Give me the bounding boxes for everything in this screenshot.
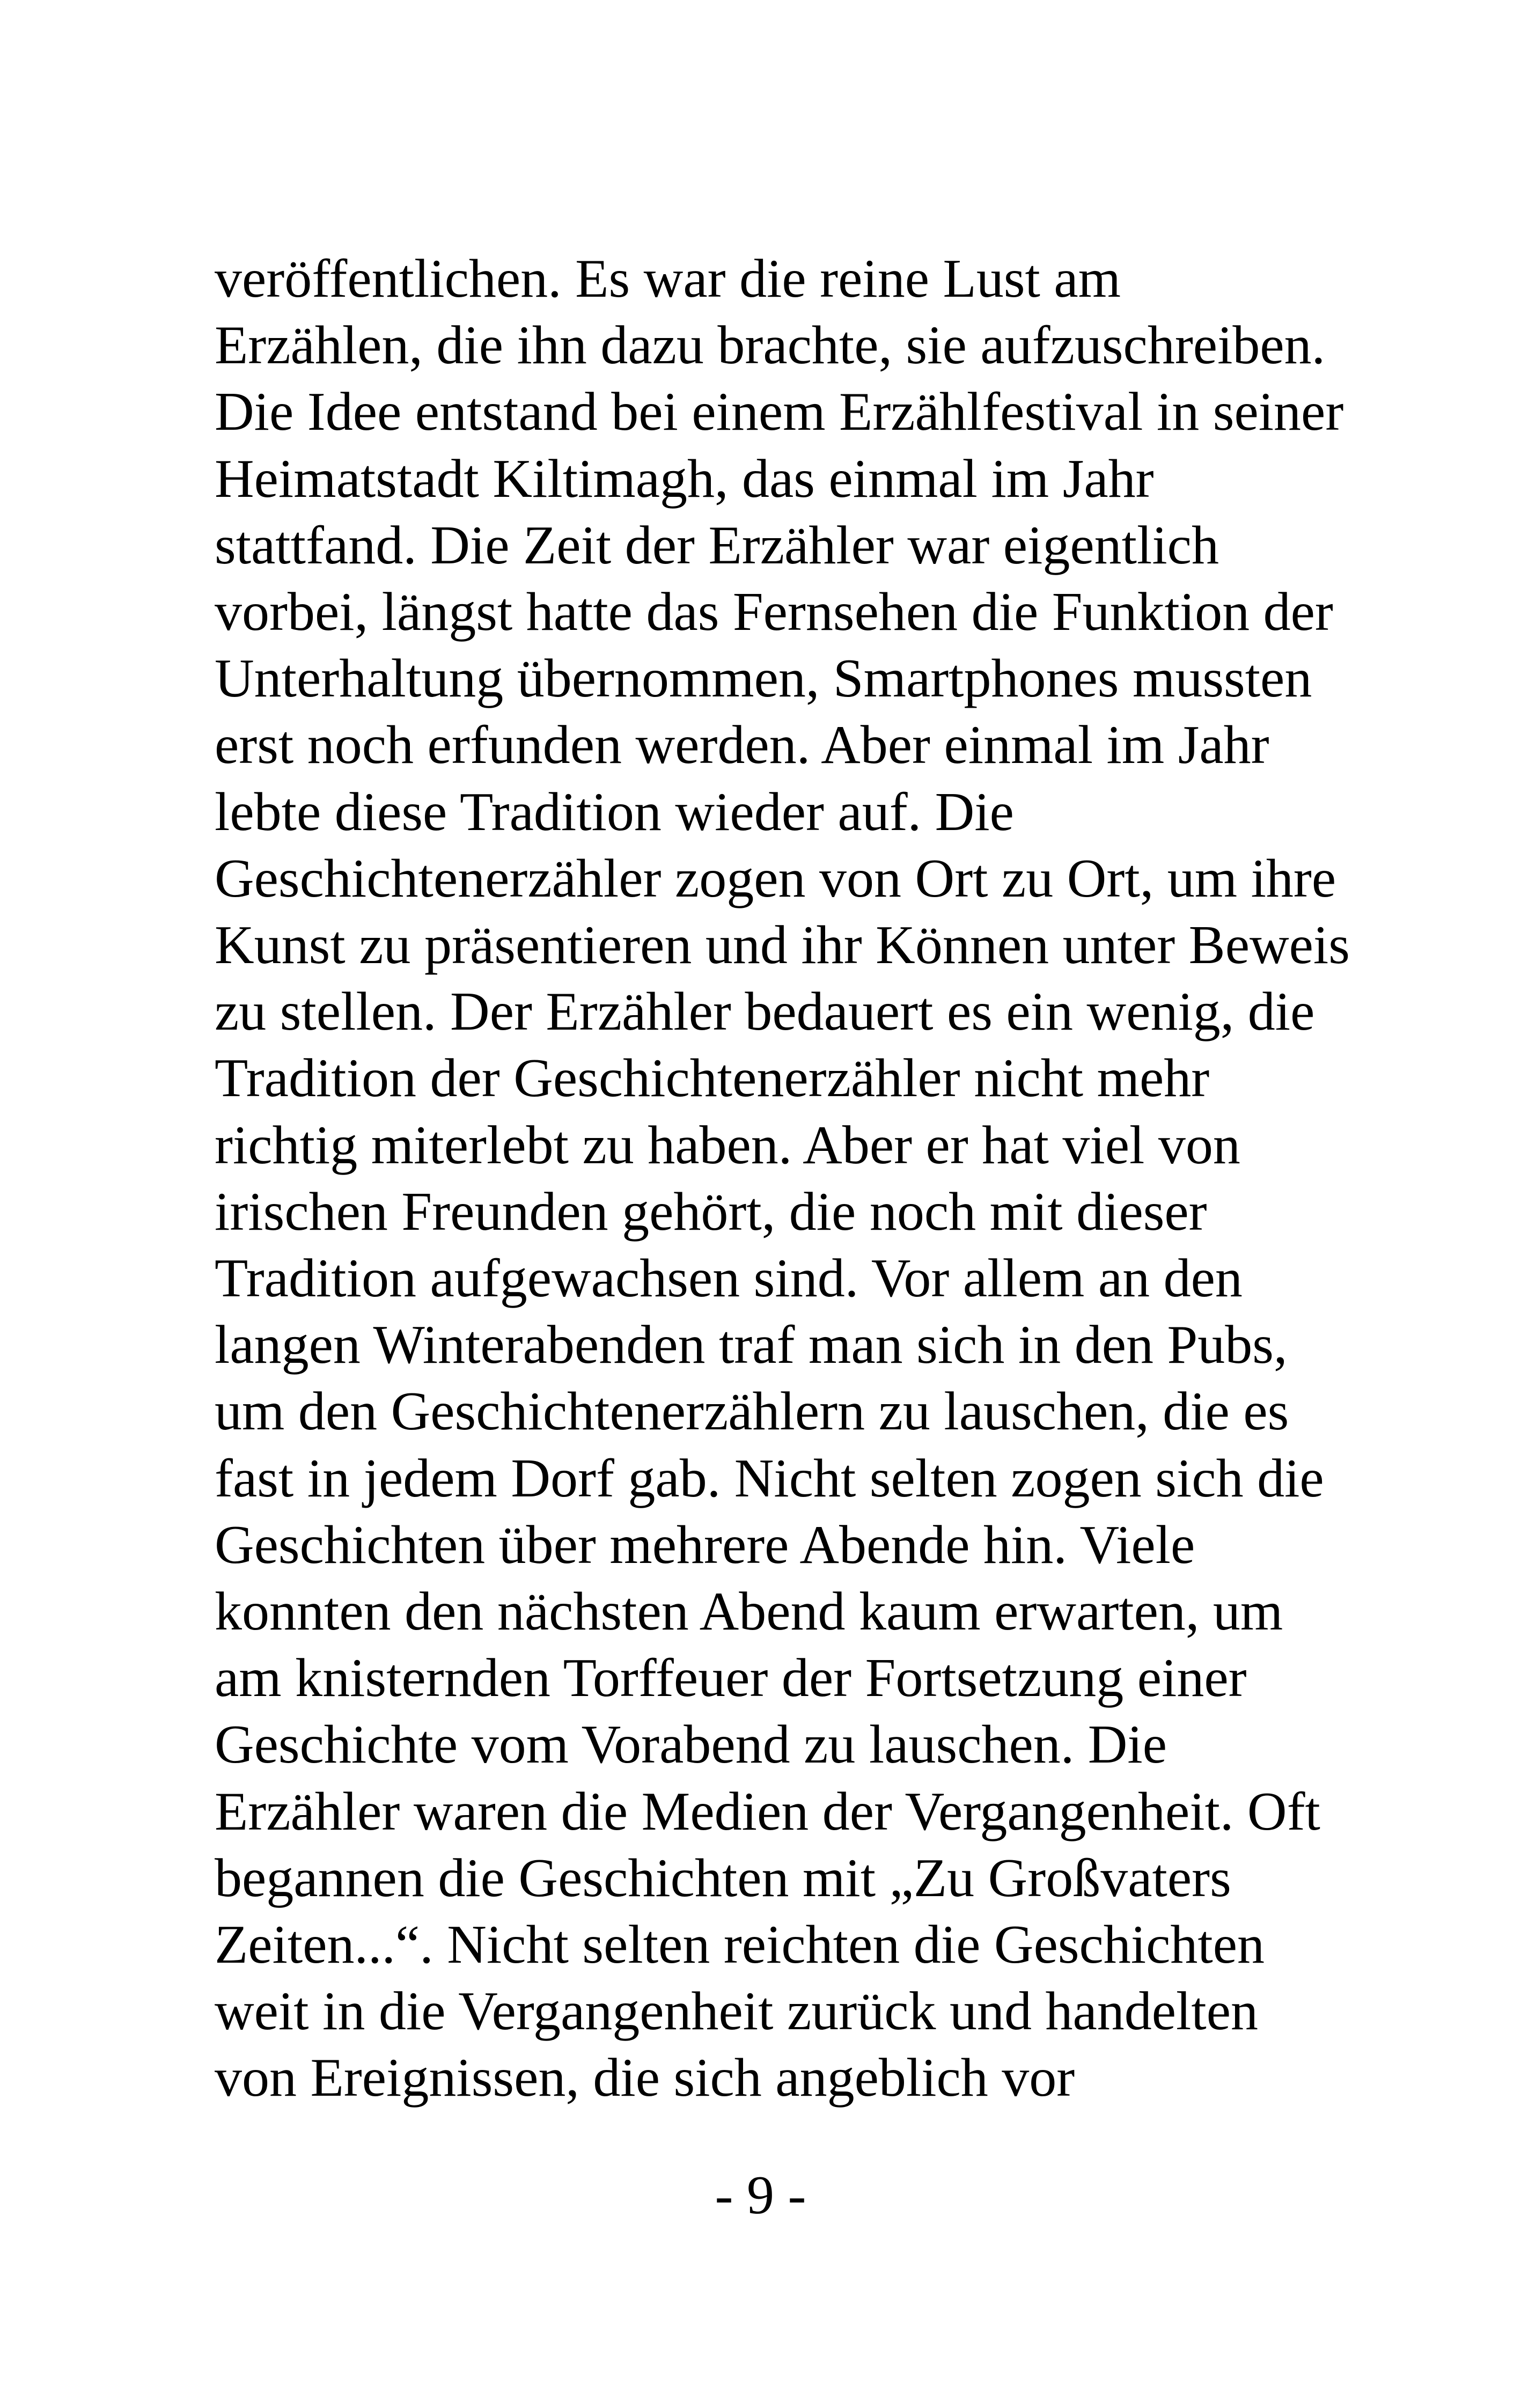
text-line: am knisternden Torffeuer der Fortsetzung einer bbox=[215, 1648, 1247, 1709]
text-line: um den Geschichtenerzählern zu lauschen, die es bbox=[215, 1381, 1289, 1442]
text-line: Geschichte vom Vorabend zu lauschen. Die bbox=[215, 1714, 1167, 1775]
text-line: stattfand. Die Zeit der Erzähler war eigentlich bbox=[215, 515, 1219, 576]
text-line: Die Idee entstand bei einem Erzählfestival in seiner bbox=[215, 381, 1344, 443]
text-line: weit in die Vergangenheit zurück und handelten bbox=[215, 1981, 1258, 2042]
text-line: vorbei, längst hatte das Fernsehen die Funktion der bbox=[215, 582, 1333, 643]
text-line: fast in jedem Dorf gab. Nicht selten zogen sich die bbox=[215, 1448, 1324, 1509]
text-line: richtig miterlebt zu haben. Aber er hat viel von bbox=[215, 1114, 1240, 1176]
text-line: irischen Freunden gehört, die noch mit dieser bbox=[215, 1181, 1207, 1242]
text-line: begannen die Geschichten mit „Zu Großvaters bbox=[215, 1847, 1231, 1908]
text-line: Tradition aufgewachsen sind. Vor allem an den bbox=[215, 1248, 1243, 1309]
text-line: Unterhaltung übernommen, Smartphones mussten bbox=[215, 648, 1312, 709]
text-line: langen Winterabenden traf man sich in den Pubs, bbox=[215, 1315, 1288, 1376]
page-number: - 9 - bbox=[715, 2165, 806, 2226]
text-line: von Ereignissen, die sich angeblich vor bbox=[215, 2047, 1075, 2109]
text-line: lebte diese Tradition wieder auf. Die bbox=[215, 781, 1014, 842]
text-line: erst noch erfunden werden. Aber einmal im Jahr bbox=[215, 715, 1269, 776]
text-line: Kunst zu präsentieren und ihr Können unter Beweis bbox=[215, 915, 1350, 976]
text-line: Zeiten...“. Nicht selten reichten die Geschichten bbox=[215, 1914, 1265, 1976]
body-text bbox=[215, 246, 1350, 2112]
text-line: zu stellen. Der Erzähler bedauert es ein wenig, die bbox=[215, 981, 1315, 1043]
text-line: veröffentlichen. Es war die reine Lust am bbox=[215, 248, 1121, 309]
text-line: Geschichtenerzähler zogen von Ort zu Ort, um ihre bbox=[215, 848, 1336, 909]
text-line: Geschichten über mehrere Abende hin. Viele bbox=[215, 1514, 1195, 1575]
text-line: Erzähler waren die Medien der Vergangenheit. Oft bbox=[215, 1781, 1320, 1842]
text-line: Erzählen, die ihn dazu brachte, sie aufzuschreiben. bbox=[215, 315, 1326, 376]
text-line: Heimatstadt Kiltimagh, das einmal im Jahr bbox=[215, 448, 1154, 509]
text-line: konnten den nächsten Abend kaum erwarten, um bbox=[215, 1581, 1283, 1642]
text-line: Tradition der Geschichtenerzähler nicht mehr bbox=[215, 1048, 1210, 1109]
